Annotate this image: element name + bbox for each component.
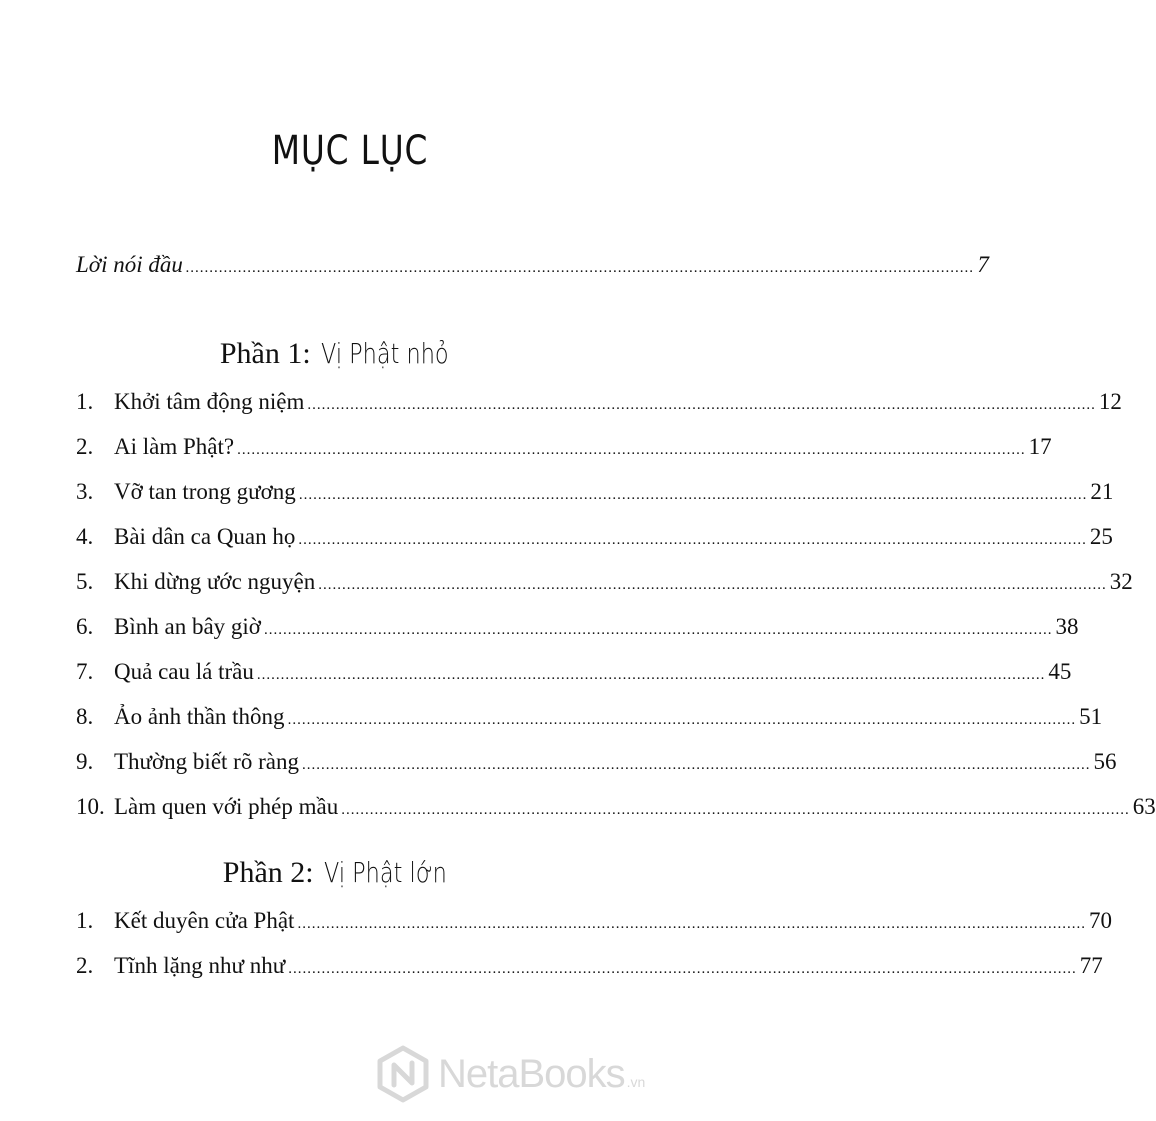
- toc-label: Tĩnh lặng như như: [114, 953, 286, 978]
- toc-number: 2.: [76, 953, 94, 978]
- toc-page-number: 51: [1079, 704, 1103, 729]
- toc-row[interactable]: [76, 524, 1113, 560]
- toc-page-number: 38: [1055, 614, 1079, 639]
- toc-row[interactable]: [76, 953, 1103, 989]
- dot-leader: ......................................................................................................................................................................: [301, 757, 1091, 773]
- toc-number: 1.: [76, 908, 94, 933]
- dot-leader: ......................................................................................................................................................................: [318, 577, 1107, 593]
- part-heading: [0, 856, 700, 890]
- dot-leader: ......................................................................................................................................................................: [307, 397, 1096, 413]
- toc-row[interactable]: [76, 704, 1103, 740]
- toc-label: Khởi tâm động niệm: [114, 389, 305, 414]
- toc-page-number: 70: [1088, 908, 1112, 933]
- toc-page-number: 77: [1079, 953, 1103, 978]
- watermark: [374, 1044, 645, 1104]
- toc-label: Bình an bây giờ: [114, 614, 261, 639]
- toc-number: 9.: [76, 749, 94, 774]
- dot-leader: ......................................................................................................................................................................: [263, 622, 1053, 638]
- toc-row-preface[interactable]: [76, 252, 989, 288]
- part-label: Phần 1:: [219, 337, 311, 370]
- toc-label: Khi dừng ước nguyện: [114, 569, 316, 594]
- toc-label: Làm quen với phép mầu: [114, 794, 339, 819]
- toc-row[interactable]: [76, 794, 1156, 830]
- toc-page-number: 25: [1089, 524, 1113, 549]
- dot-leader: ......................................................................................................................................................................: [298, 532, 1087, 548]
- toc-number: 4.: [76, 524, 94, 549]
- toc-number: 2.: [76, 434, 94, 459]
- toc-row[interactable]: [76, 659, 1072, 695]
- dot-leader: ......................................................................................................................................................................: [341, 802, 1130, 818]
- toc-page-number: 21: [1090, 479, 1114, 504]
- toc-number: 3.: [76, 479, 94, 504]
- n-hexagon-logo-icon: [374, 1045, 432, 1103]
- toc-page-number: 32: [1109, 569, 1133, 594]
- toc-page-number: 7: [977, 252, 989, 277]
- toc-number: 10.: [76, 794, 105, 819]
- toc-number: 5.: [76, 569, 94, 594]
- dot-leader: ......................................................................................................................................................................: [297, 916, 1086, 932]
- toc-label: Bài dân ca Quan họ: [114, 524, 296, 549]
- dot-leader: ......................................................................................................................................................................: [298, 487, 1088, 503]
- dot-leader: ......................................................................................................................................................................: [237, 442, 1026, 458]
- toc-page-number: 56: [1093, 749, 1117, 774]
- toc-number: 1.: [76, 389, 94, 414]
- dot-leader: ......................................................................................................................................................................: [287, 712, 1077, 728]
- toc-label: Thường biết rõ ràng: [114, 749, 299, 774]
- toc-title: MỤC LỤC: [271, 128, 429, 174]
- dot-leader: ......................................................................................................................................................................: [288, 961, 1077, 977]
- toc-number: 8.: [76, 704, 94, 729]
- toc-row[interactable]: [76, 389, 1122, 425]
- toc-page-number: 17: [1028, 434, 1052, 459]
- watermark-brand: NetaBooks: [438, 1051, 625, 1096]
- part-heading: [0, 337, 700, 371]
- toc-label: Quả cau lá trầu: [114, 659, 254, 684]
- toc-label: Vỡ tan trong gương: [114, 479, 296, 504]
- toc-label: Ai làm Phật?: [114, 434, 235, 459]
- toc-number: 6.: [76, 614, 94, 639]
- toc-page-number: 12: [1098, 389, 1122, 414]
- toc-page-number: 63: [1132, 794, 1156, 819]
- toc-row[interactable]: [76, 908, 1112, 944]
- toc-label: Lời nói đầu: [76, 252, 183, 277]
- toc-row[interactable]: [76, 569, 1133, 605]
- dot-leader: ......................................................................................................................................................................: [256, 667, 1046, 683]
- toc-row[interactable]: [76, 434, 1052, 470]
- part-label: Phần 2:: [222, 856, 314, 889]
- toc-row[interactable]: [76, 749, 1117, 785]
- watermark-suffix: .vn: [626, 1074, 646, 1090]
- dot-leader: ......................................................................................................................................................................: [185, 260, 975, 276]
- part-name: Vị Phật lớn: [323, 856, 447, 889]
- toc-label: Kết duyên cửa Phật: [114, 908, 295, 933]
- toc-row[interactable]: [76, 479, 1114, 515]
- toc-page-number: 45: [1048, 659, 1072, 684]
- toc-label: Ảo ảnh thần thông: [114, 704, 285, 729]
- toc-row[interactable]: [76, 614, 1079, 650]
- toc-number: 7.: [76, 659, 94, 684]
- part-name: Vị Phật nhỏ: [320, 337, 449, 370]
